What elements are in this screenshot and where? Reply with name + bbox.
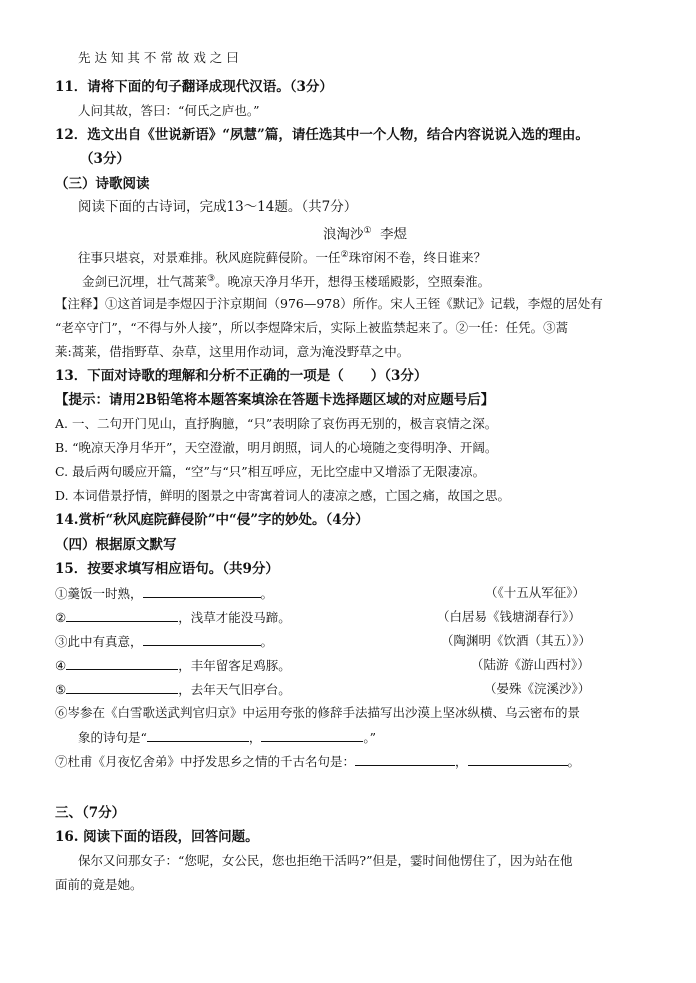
fill-5: ⑤ ，去年天气旧亭台。 (55, 679, 291, 700)
notes-line-2: “老卒守门”，“不得与外人接”，所以李煜降宋后，实际上被监禁起来了。②一任：任凭。③蒿 (55, 320, 569, 335)
fill-3-source: （陶渊明《饮酒（其五）》） (441, 633, 592, 648)
option-b: B. “晚凉天净月华开”，天空澄澈，明月朗照，词人的心境随之变得明净、开阔。 (55, 440, 498, 455)
fill-1: ①羹饭一时熟， 。 (55, 583, 273, 604)
fill-2-blank[interactable] (66, 607, 178, 622)
fill-6-blank-2[interactable] (261, 727, 363, 742)
question-15: 15．按要求填写相应语句。（共9分） (55, 561, 279, 577)
fill-3: ③此中有真意， 。 (55, 631, 273, 652)
fill-4: ④ ，丰年留客足鸡豚。 (55, 655, 291, 676)
poem-author: 李煜 (380, 226, 408, 243)
question-13-tip: 【提示：请用2B铅笔将本题答案填涂在答题卡选择题区域的对应题号后】 (55, 392, 495, 408)
fill-1-blank[interactable] (143, 583, 261, 598)
fill-5-blank[interactable] (66, 679, 178, 694)
poetry-intro: 阅读下面的古诗词，完成13～14题。（共7分） (78, 199, 358, 215)
poem-title-line (323, 221, 407, 245)
question-11: 11．请将下面的句子翻译成现代汉语。（3分） (55, 79, 333, 95)
fill-3-blank[interactable] (143, 631, 261, 646)
fill-6-blank-1[interactable] (147, 727, 249, 742)
fill-5-source: （晏殊《浣溪沙》） (484, 681, 591, 696)
question-16: 16. 阅读下面的语段，回答问题。 (55, 829, 259, 845)
poem-title-note: ① (363, 226, 372, 236)
question-16-passage-2: 面前的竟是她。 (55, 877, 143, 892)
section-three-heading: 三、（7分） (55, 805, 126, 821)
section-poetry-heading: （三）诗歌阅读 (55, 176, 150, 192)
option-c: C. 最后两句暖应开篇，“空”与“只”相互呼应，无比空虚中又增添了无限凄凉。 (55, 464, 486, 479)
question-16-passage-1: 保尔又问那女子：“您呢，女公民，您也拒绝干活吗?”但是，霎时间他愣住了，因为站在他 (78, 853, 573, 868)
question-11-text: 人问其故，答曰：“何氏之庐也。” (78, 103, 260, 118)
fill-1-source: （《十五从军征》） (485, 585, 586, 600)
question-12: 12．选文出自《世说新语》“夙慧”篇，请任选其中一个人物，结合内容说说入选的理由。 (55, 127, 589, 143)
fill-7: ⑦杜甫《月夜忆舍弟》中抒发思乡之情的千古名句是： ， 。 (55, 751, 580, 772)
fill-7-blank-2[interactable] (468, 751, 568, 766)
notes-line-1: 【注释】①这首词是李煜囚于汴京期间（976—978）所作。宋人王铚《默记》记载，李煜的居处有 (55, 296, 603, 311)
option-d: D. 本词借景抒情，鲜明的图景之中寄寓着词人的凄凉之感，亡国之痛，故国之思。 (55, 488, 511, 503)
fill-4-source: （陆游《游山西村》） (471, 657, 590, 672)
option-a: A. 一、二句开门见山，直抒胸臆，“只”表明除了哀伤再无别的，极言哀情之深。 (55, 416, 498, 431)
question-12-score: （3分） (80, 151, 130, 167)
fill-6-answer-line: 象的诗句是“ ， 。” (78, 727, 376, 748)
fill-2: ② ，浅草才能没马蹄。 (55, 607, 291, 628)
poem-line-2: 金剑已沉埋，壮气蒿莱③。晚凉天净月华开，想得玉楼瑶殿影，空照秦淮。 (82, 274, 491, 290)
poem-title: 浪淘沙 (323, 226, 364, 243)
question-13: 13．下面对诗歌的理解和分析不正确的一项是（ ）（3分） (55, 368, 428, 384)
section-dictation-heading: （四）根据原文默写 (55, 537, 177, 553)
notes-line-3: 莱:蒿莱，借指野草、杂草，这里用作动词，意为淹没野草之中。 (55, 344, 410, 359)
top-line: 先 达 知 其 不 常 故 戏 之 曰 (78, 50, 239, 65)
question-14: 14.赏析“秋风庭院藓侵阶”中“侵”字的妙处。（4分） (55, 512, 369, 528)
fill-4-blank[interactable] (66, 655, 178, 670)
fill-6: ⑥岑参在《白雪歌送武判官归京》中运用夸张的修辞手法描写出沙漠上坚冰纵横、乌云密布的景 (55, 705, 581, 720)
fill-2-source: （白居易《钱塘湖春行》） (437, 609, 581, 624)
fill-7-blank-1[interactable] (355, 751, 455, 766)
poem-line-1: 往事只堪哀，对景难排。秋风庭院藓侵阶。一任②珠帘闲不卷，终日谁来？ (78, 250, 487, 266)
